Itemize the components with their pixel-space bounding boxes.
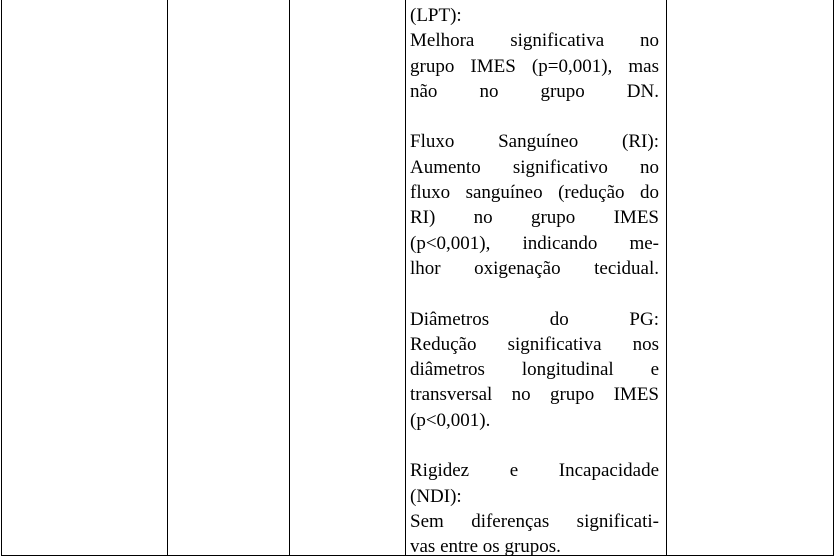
blood-flow-line: Aumento significativo no [410,156,659,178]
lpt-line: grupo IMES (p=0,001), mas [410,55,659,77]
pg-diameters-heading: Diâmetros do PG: [410,308,659,330]
lpt-line: Melhora significativa no [410,30,659,52]
column-divider [405,0,406,555]
column-divider [167,0,168,555]
paragraph-gap [410,433,659,458]
ndi-line: vas entre os grupos. [410,536,561,558]
blood-flow-heading: Fluxo Sanguíneo (RI): [410,131,659,153]
paragraph-gap [410,104,659,129]
lpt-label: (LPT): [410,5,462,26]
blood-flow-line: RI) no grupo IMES [410,207,659,229]
paragraph-gap [410,281,659,306]
pg-diameters-line: Redução significativa nos [410,333,659,355]
column-divider [289,0,290,555]
blood-flow-line: fluxo sanguíneo (redução do [410,182,659,204]
ndi-line: Sem diferenças significati- [410,510,659,532]
results-cell [410,3,659,560]
lpt-line: não no grupo DN. [410,80,659,102]
ndi-heading: (NDI): [410,485,462,507]
column-divider [666,0,667,555]
blood-flow-line: (p<0,001), indicando me- [410,232,659,254]
blood-flow-line: lhor oxigenação tecidual. [410,257,659,279]
pg-diameters-line: diâmetros longitudinal e [410,359,659,381]
pg-diameters-line: (p<0,001). [410,409,491,431]
ndi-heading: Rigidez e Incapacidade [410,460,659,482]
pg-diameters-line: transversal no grupo IMES [410,384,659,406]
